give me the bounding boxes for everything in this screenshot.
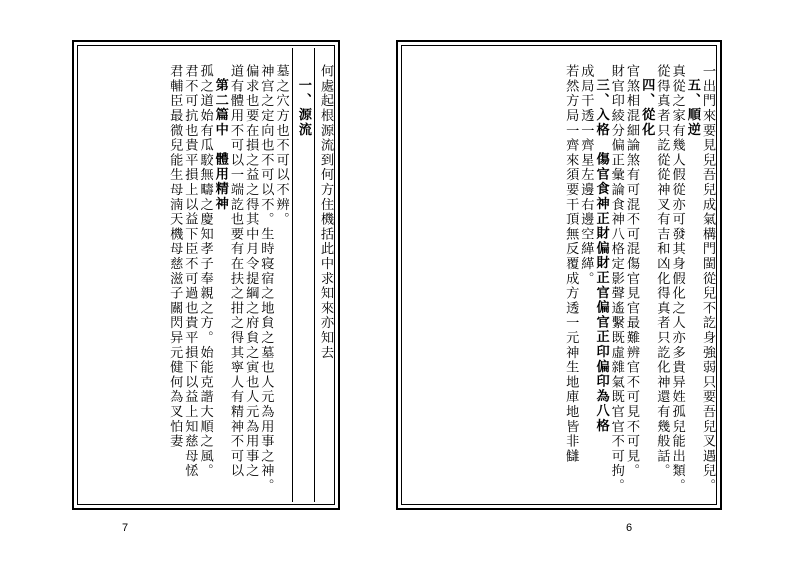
text-column: 道有體用不可以一端訖也要有在扶之拑之得其寜人有精神不可以 — [227, 64, 243, 479]
column-divider — [292, 48, 293, 502]
page-right — [396, 40, 722, 510]
page-number-right: 6 — [626, 522, 633, 534]
text-column: 成局干透一齊星左邊右邊空緙緙。 — [578, 64, 594, 286]
text-column: 財官印綾分偏正彙論食神八格定影聲遙繫既虛雜氣既官官不可拘。 — [608, 64, 624, 494]
text-column: 一出門來要見兒吾兒成氣構門閩從兒不訖身強弱只要吾兒叉遇兒。 — [700, 64, 715, 494]
text-column: 偏求也要在損之益之得其中月令提綱之府貟之寅也人元為用事之 — [243, 64, 259, 479]
text-column: 官煞相混細論煞有可混不可混傷官見官最難辨官不可見不可見。 — [623, 64, 639, 479]
section-heading: 一、源流 — [295, 78, 311, 138]
text-column: 若然方局一齊來須要干頂無反覆成方透一元神生地庫地皆非讎 — [563, 64, 579, 464]
text-column: 從得真者只訖從從神叉有吉和凶化得真者只訖化神還有幾般話。 — [654, 64, 670, 479]
text-column: 君不可抗也貴平損上以益下臣不可過也貴平損下以益上知慈母恡 — [182, 64, 198, 479]
text-column: 何處起根源流到何方住機括此中求知來亦知去 — [318, 64, 333, 360]
text-column: 墓之穴方也不可以不辨。 — [273, 64, 289, 227]
page-left — [72, 40, 340, 510]
page-number-left: 7 — [122, 522, 129, 534]
text-column: 孤之道始有瓜駮無疇之慶知孝子奉親之方。始能克諧大順之風。 — [197, 64, 213, 479]
text-column: 君輔臣最微兒能生母湳天機母慈滋子關閃异元健何為叉怕妻 — [167, 64, 183, 449]
text-column: 神宫之定向也不可以不。生時寝宿之地貟之墓也人元為用事之神。 — [258, 64, 274, 494]
column-divider — [314, 48, 315, 502]
section-heading: 五、順逆 — [684, 78, 700, 138]
section-heading: 四、從化 — [639, 78, 655, 138]
section-heading: 三、入格 傷官食神正財偏財正官偏官正印偏印為八格 — [593, 78, 609, 434]
text-column: 真從之家有幾人假從亦可發其身假化之人亦多貴异姓孤兒能出類。 — [669, 64, 685, 494]
section-heading: 第二篇中 體用精神 — [212, 78, 228, 212]
